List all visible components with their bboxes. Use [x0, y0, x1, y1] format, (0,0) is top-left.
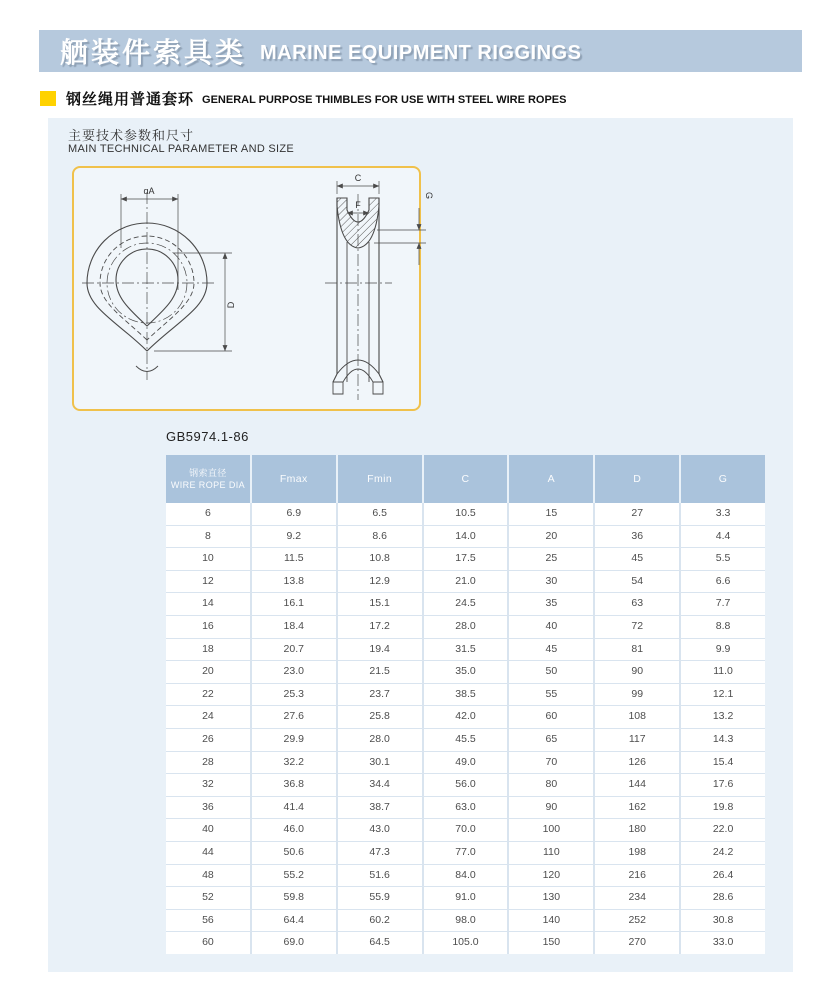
- table-cell: 35.0: [424, 661, 508, 683]
- table-cell: 40: [509, 616, 593, 638]
- table-cell: 56: [166, 910, 250, 932]
- table-cell: 16: [166, 616, 250, 638]
- table-cell: 55.9: [338, 887, 422, 909]
- side-view: [325, 173, 434, 400]
- table-cell: 72: [595, 616, 679, 638]
- table-row: [166, 865, 765, 888]
- dim-label-F: F: [355, 200, 361, 210]
- table-cell: 41.4: [252, 797, 336, 819]
- table-cell: 35: [509, 593, 593, 615]
- table-cell: 15: [509, 503, 593, 525]
- table-cell: 47.3: [338, 842, 422, 864]
- table-row: [166, 503, 765, 526]
- table-cell: 7.7: [681, 593, 765, 615]
- table-cell: 162: [595, 797, 679, 819]
- table-cell: 27.6: [252, 706, 336, 728]
- table-cell: 52: [166, 887, 250, 909]
- table-cell: 54: [595, 571, 679, 593]
- data-table: [166, 455, 765, 954]
- table-cell: 21.5: [338, 661, 422, 683]
- table-cell: 13.2: [681, 706, 765, 728]
- table-cell: 90: [509, 797, 593, 819]
- table-cell: 16.1: [252, 593, 336, 615]
- table-cell: 38.7: [338, 797, 422, 819]
- table-cell: 32.2: [252, 752, 336, 774]
- table-cell: 63.0: [424, 797, 508, 819]
- table-cell: 19.8: [681, 797, 765, 819]
- dim-label-C: C: [354, 173, 362, 183]
- table-cell: 25: [509, 548, 593, 570]
- banner-title-zh: 舾装件索具类: [60, 37, 247, 68]
- table-cell: 40: [166, 819, 250, 841]
- table-cell: 98.0: [424, 910, 508, 932]
- table-cell: 99: [595, 684, 679, 706]
- table-cell: 60: [509, 706, 593, 728]
- table-cell: 5.5: [681, 548, 765, 570]
- table-cell: 70.0: [424, 819, 508, 841]
- table-cell: 59.8: [252, 887, 336, 909]
- table-cell: 91.0: [424, 887, 508, 909]
- table-cell: 26: [166, 729, 250, 751]
- table-cell: 23.0: [252, 661, 336, 683]
- table-cell: 63: [595, 593, 679, 615]
- table-cell: 30.8: [681, 910, 765, 932]
- table-cell: 38.5: [424, 684, 508, 706]
- banner-title-en: MARINE EQUIPMENT RIGGINGS: [260, 42, 582, 64]
- table-cell: 60: [166, 932, 250, 954]
- table-cell: 32: [166, 774, 250, 796]
- header-fmax: Fmax: [252, 455, 336, 503]
- table-cell: 13.8: [252, 571, 336, 593]
- table-cell: 252: [595, 910, 679, 932]
- table-cell: 6: [166, 503, 250, 525]
- table-cell: 6.5: [338, 503, 422, 525]
- table-cell: 55.2: [252, 865, 336, 887]
- table-cell: 15.1: [338, 593, 422, 615]
- table-row: [166, 842, 765, 865]
- section-title-zh: 钢丝绳用普通套环: [66, 91, 195, 108]
- table-row: [166, 797, 765, 820]
- table-cell: 198: [595, 842, 679, 864]
- table-cell: 20: [509, 526, 593, 548]
- table-row: [166, 526, 765, 549]
- table-cell: 100: [509, 819, 593, 841]
- table-cell: 34.4: [338, 774, 422, 796]
- table-cell: 15.4: [681, 752, 765, 774]
- table-cell: 9.2: [252, 526, 336, 548]
- header-c: C: [424, 455, 508, 503]
- params-heading-en: MAIN TECHNICAL PARAMETER AND SIZE: [68, 143, 295, 155]
- table-row: [166, 706, 765, 729]
- header-fmin: Fmin: [338, 455, 422, 503]
- yellow-bullet-icon: [40, 91, 56, 106]
- table-row: [166, 661, 765, 684]
- table-cell: 9.9: [681, 639, 765, 661]
- table-cell: 120: [509, 865, 593, 887]
- table-cell: 69.0: [252, 932, 336, 954]
- table-row: [166, 639, 765, 662]
- table-row: [166, 932, 765, 954]
- table-cell: 28: [166, 752, 250, 774]
- table-cell: 28.6: [681, 887, 765, 909]
- table-cell: 105.0: [424, 932, 508, 954]
- table-cell: 29.9: [252, 729, 336, 751]
- header-wire-rope-dia-zh: 钢索直径: [189, 468, 227, 478]
- table-cell: 28.0: [424, 616, 508, 638]
- standard-code: GB5974.1-86: [166, 429, 249, 444]
- table-cell: 10.8: [338, 548, 422, 570]
- table-row: [166, 752, 765, 775]
- table-cell: 117: [595, 729, 679, 751]
- dim-G-ext: [374, 230, 426, 243]
- table-cell: 12.1: [681, 684, 765, 706]
- table-cell: 12: [166, 571, 250, 593]
- table-cell: 18: [166, 639, 250, 661]
- table-cell: 234: [595, 887, 679, 909]
- table-cell: 4.4: [681, 526, 765, 548]
- table-cell: 31.5: [424, 639, 508, 661]
- front-view: [82, 186, 236, 380]
- table-cell: 90: [595, 661, 679, 683]
- table-cell: 110: [509, 842, 593, 864]
- table-cell: 70: [509, 752, 593, 774]
- table-cell: 20: [166, 661, 250, 683]
- table-row: [166, 729, 765, 752]
- table-cell: 21.0: [424, 571, 508, 593]
- table-cell: 22.0: [681, 819, 765, 841]
- table-cell: 30.1: [338, 752, 422, 774]
- table-cell: 23.7: [338, 684, 422, 706]
- table-cell: 77.0: [424, 842, 508, 864]
- page-banner: [39, 30, 802, 72]
- table-header-row: [166, 455, 765, 503]
- table-cell: 108: [595, 706, 679, 728]
- dim-label-D: D: [226, 301, 236, 309]
- section-heading: [40, 88, 566, 109]
- header-wire-rope-dia-en: WIRE ROPE DIA: [170, 480, 246, 490]
- header-wire-rope-dia: [166, 455, 250, 503]
- table-cell: 8.6: [338, 526, 422, 548]
- table-cell: 8.8: [681, 616, 765, 638]
- table-cell: 17.5: [424, 548, 508, 570]
- table-cell: 14.3: [681, 729, 765, 751]
- table-cell: 25.3: [252, 684, 336, 706]
- section-title-en: GENERAL PURPOSE THIMBLES FOR USE WITH STEEL WIRE ROPES: [202, 93, 567, 106]
- table-cell: 36.8: [252, 774, 336, 796]
- table-cell: 6.9: [252, 503, 336, 525]
- table-cell: 24.2: [681, 842, 765, 864]
- table-cell: 11.0: [681, 661, 765, 683]
- table-cell: 55: [509, 684, 593, 706]
- table-cell: 30: [509, 571, 593, 593]
- table-cell: 50: [509, 661, 593, 683]
- table-cell: 26.4: [681, 865, 765, 887]
- dim-D-ext: [154, 253, 232, 351]
- dim-label-G: G: [424, 192, 434, 200]
- table-row: [166, 616, 765, 639]
- table-cell: 216: [595, 865, 679, 887]
- table-cell: 22: [166, 684, 250, 706]
- table-cell: 150: [509, 932, 593, 954]
- table-cell: 10: [166, 548, 250, 570]
- table-cell: 27: [595, 503, 679, 525]
- table-cell: 42.0: [424, 706, 508, 728]
- table-cell: 12.9: [338, 571, 422, 593]
- table-cell: 17.2: [338, 616, 422, 638]
- table-cell: 81: [595, 639, 679, 661]
- table-cell: 14: [166, 593, 250, 615]
- table-cell: 19.4: [338, 639, 422, 661]
- table-cell: 20.7: [252, 639, 336, 661]
- table-cell: 180: [595, 819, 679, 841]
- table-cell: 56.0: [424, 774, 508, 796]
- table-cell: 28.0: [338, 729, 422, 751]
- table-cell: 65: [509, 729, 593, 751]
- table-cell: 84.0: [424, 865, 508, 887]
- table-cell: 140: [509, 910, 593, 932]
- table-cell: 64.5: [338, 932, 422, 954]
- table-cell: 17.6: [681, 774, 765, 796]
- table-cell: 270: [595, 932, 679, 954]
- table-cell: 8: [166, 526, 250, 548]
- table-cell: 24.5: [424, 593, 508, 615]
- table-cell: 80: [509, 774, 593, 796]
- table-row: [166, 548, 765, 571]
- table-cell: 49.0: [424, 752, 508, 774]
- table-cell: 10.5: [424, 503, 508, 525]
- table-cell: 130: [509, 887, 593, 909]
- table-cell: 25.8: [338, 706, 422, 728]
- drawing-box: [72, 166, 434, 411]
- table-row: [166, 593, 765, 616]
- table-cell: 50.6: [252, 842, 336, 864]
- table-row: [166, 910, 765, 933]
- table-row: [166, 684, 765, 707]
- table-cell: 3.3: [681, 503, 765, 525]
- table-row: [166, 774, 765, 797]
- table-row: [166, 887, 765, 910]
- header-a: A: [509, 455, 593, 503]
- table-cell: 60.2: [338, 910, 422, 932]
- table-cell: 11.5: [252, 548, 336, 570]
- technical-drawing: [74, 168, 434, 409]
- table-cell: 44: [166, 842, 250, 864]
- table-cell: 126: [595, 752, 679, 774]
- table-cell: 51.6: [338, 865, 422, 887]
- table-cell: 46.0: [252, 819, 336, 841]
- table-row: [166, 819, 765, 842]
- dim-label-aA: ɑA: [143, 186, 155, 196]
- table-cell: 36: [166, 797, 250, 819]
- table-cell: 14.0: [424, 526, 508, 548]
- table-cell: 33.0: [681, 932, 765, 954]
- table-cell: 36: [595, 526, 679, 548]
- table-cell: 64.4: [252, 910, 336, 932]
- table-cell: 24: [166, 706, 250, 728]
- table-row: [166, 571, 765, 594]
- table-cell: 45.5: [424, 729, 508, 751]
- table-cell: 144: [595, 774, 679, 796]
- table-body: [166, 503, 765, 954]
- table-cell: 18.4: [252, 616, 336, 638]
- table-cell: 45: [595, 548, 679, 570]
- table-cell: 6.6: [681, 571, 765, 593]
- table-cell: 48: [166, 865, 250, 887]
- params-heading-zh: 主要技术参数和尺寸: [68, 128, 195, 143]
- table-cell: 45: [509, 639, 593, 661]
- header-d: D: [595, 455, 679, 503]
- header-g: G: [681, 455, 765, 503]
- table-cell: 43.0: [338, 819, 422, 841]
